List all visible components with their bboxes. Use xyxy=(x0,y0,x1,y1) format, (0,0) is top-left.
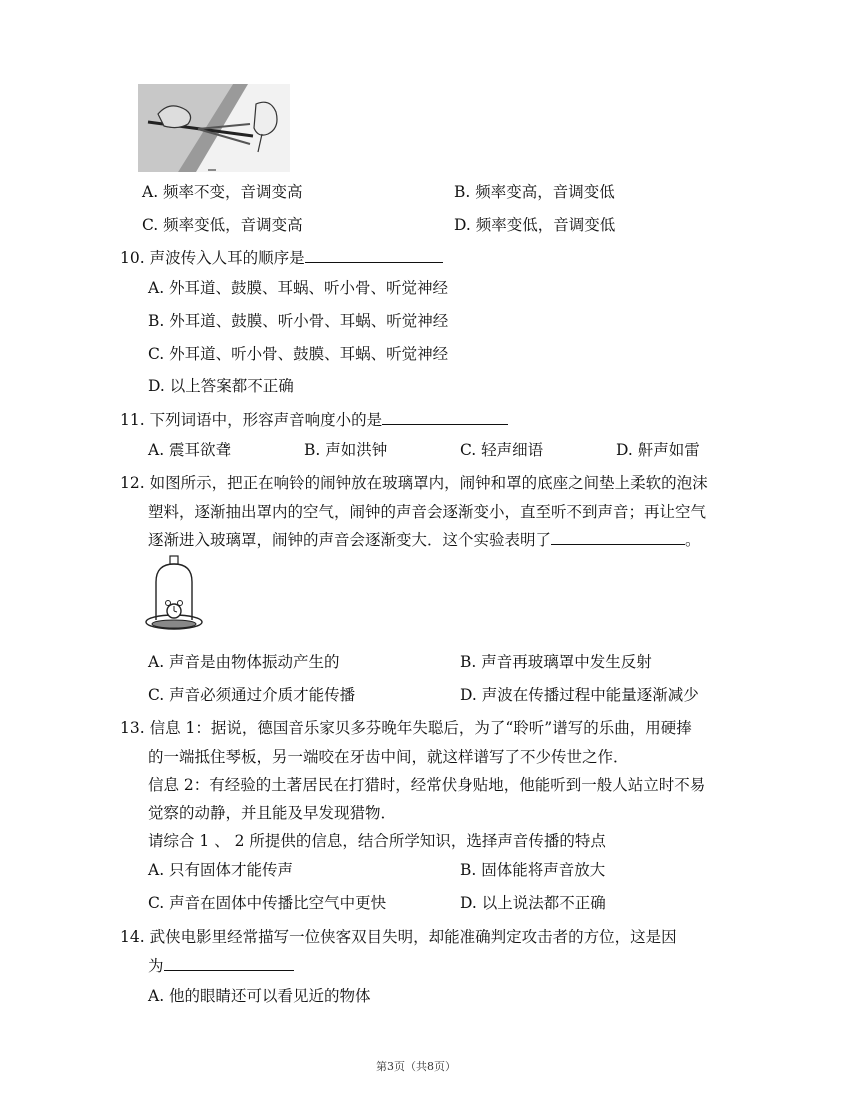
answer-blank xyxy=(551,528,685,545)
q13-line-3: 信息 2：有经验的土著居民在打猎时，经常伏身贴地，他能听到一般人站立时不易 xyxy=(148,776,706,794)
q13-line-1: 13. 信息 1：据说，德国音乐家贝多芬晚年失聪后，为了“聆听”谱写的乐曲，用硬捧 xyxy=(120,719,692,737)
q13-line-4: 觉察的动静，并且能及早发现猎物． xyxy=(148,804,397,822)
q11-stem-line xyxy=(120,408,508,430)
q12-option-d: D. 声波在传播过程中能量逐渐减少 xyxy=(460,686,699,704)
q12-line-2: 塑料，逐渐抽出罩内的空气，闹钟的声音会逐渐变小，直至听不到声音；再让空气 xyxy=(148,503,707,521)
q9-option-d: D. 频率变低，音调变低 xyxy=(454,216,616,234)
q12-line-1: 12. 如图所示，把正在响铃的闹钟放在玻璃罩内，闹钟和罩的底座之间垫上柔软的泡沫 xyxy=(120,474,708,492)
q10-option-a: A. 外耳道、鼓膜、耳蜗、听小骨、听觉神经 xyxy=(148,279,449,297)
bell-jar-figure xyxy=(144,554,208,636)
q10-option-d: D. 以上答案都不正确 xyxy=(148,377,294,395)
answer-blank xyxy=(382,408,508,425)
q11-stem: 11. 下列词语中，形容声音响度小的是 xyxy=(120,411,383,429)
q10-stem: 10. 声波传入人耳的顺序是 xyxy=(120,249,305,267)
q13-option-d: D. 以上说法都不正确 xyxy=(460,894,606,912)
q11-option-c: C. 轻声细语 xyxy=(460,441,544,459)
q14-line-1: 14. 武侠电影里经常描写一位侠客双目失明，却能准确判定攻击者的方位，这是因 xyxy=(120,928,677,946)
ruler-table-figure xyxy=(138,84,290,172)
q13-line-5: 请综合 1 、 2 所提供的信息，结合所学知识，选择声音传播的特点 xyxy=(148,832,606,850)
q12-option-b: B. 声音再玻璃罩中发生反射 xyxy=(460,653,652,671)
q9-option-c: C. 频率变低，音调变高 xyxy=(142,216,303,234)
q12-line-3-end: 。 xyxy=(685,531,701,549)
q12-option-c: C. 声音必须通过介质才能传播 xyxy=(148,686,356,704)
page-footer: 第3页（共8页） xyxy=(376,1060,456,1073)
q10-stem-line xyxy=(120,246,443,268)
q9-option-b: B. 频率变高，音调变低 xyxy=(454,183,615,201)
q14-line-2 xyxy=(148,954,294,976)
q13-option-a: A. 只有固体才能传声 xyxy=(148,861,294,879)
q10-option-c: C. 外耳道、听小骨、鼓膜、耳蜗、听觉神经 xyxy=(148,345,449,363)
answer-blank xyxy=(164,954,294,971)
q11-option-b: B. 声如洪钟 xyxy=(304,441,388,459)
q12-option-a: A. 声音是由物体振动产生的 xyxy=(148,653,340,671)
q13-option-c: C. 声音在固体中传播比空气中更快 xyxy=(148,894,387,912)
q13-option-b: B. 固体能将声音放大 xyxy=(460,861,606,879)
q11-option-a: A. 震耳欲聋 xyxy=(148,441,232,459)
q9-option-a: A. 频率不变，音调变高 xyxy=(142,183,303,201)
q11-option-d: D. 鼾声如雷 xyxy=(616,441,700,459)
q14-line-2-text: 为 xyxy=(148,957,164,975)
q12-line-3-text: 逐渐进入玻璃罩，闹钟的声音会逐渐变大．这个实验表明了 xyxy=(148,531,552,549)
q12-line-3 xyxy=(148,528,701,550)
q10-option-b: B. 外耳道、鼓膜、听小骨、耳蜗、听觉神经 xyxy=(148,312,449,330)
q13-line-2: 的一端抵住琴板，另一端咬在牙齿中间，就这样谱写了不少传世之作． xyxy=(148,748,629,766)
answer-blank xyxy=(305,246,443,263)
q14-option-a: A. 他的眼睛还可以看见近的物体 xyxy=(148,987,371,1005)
